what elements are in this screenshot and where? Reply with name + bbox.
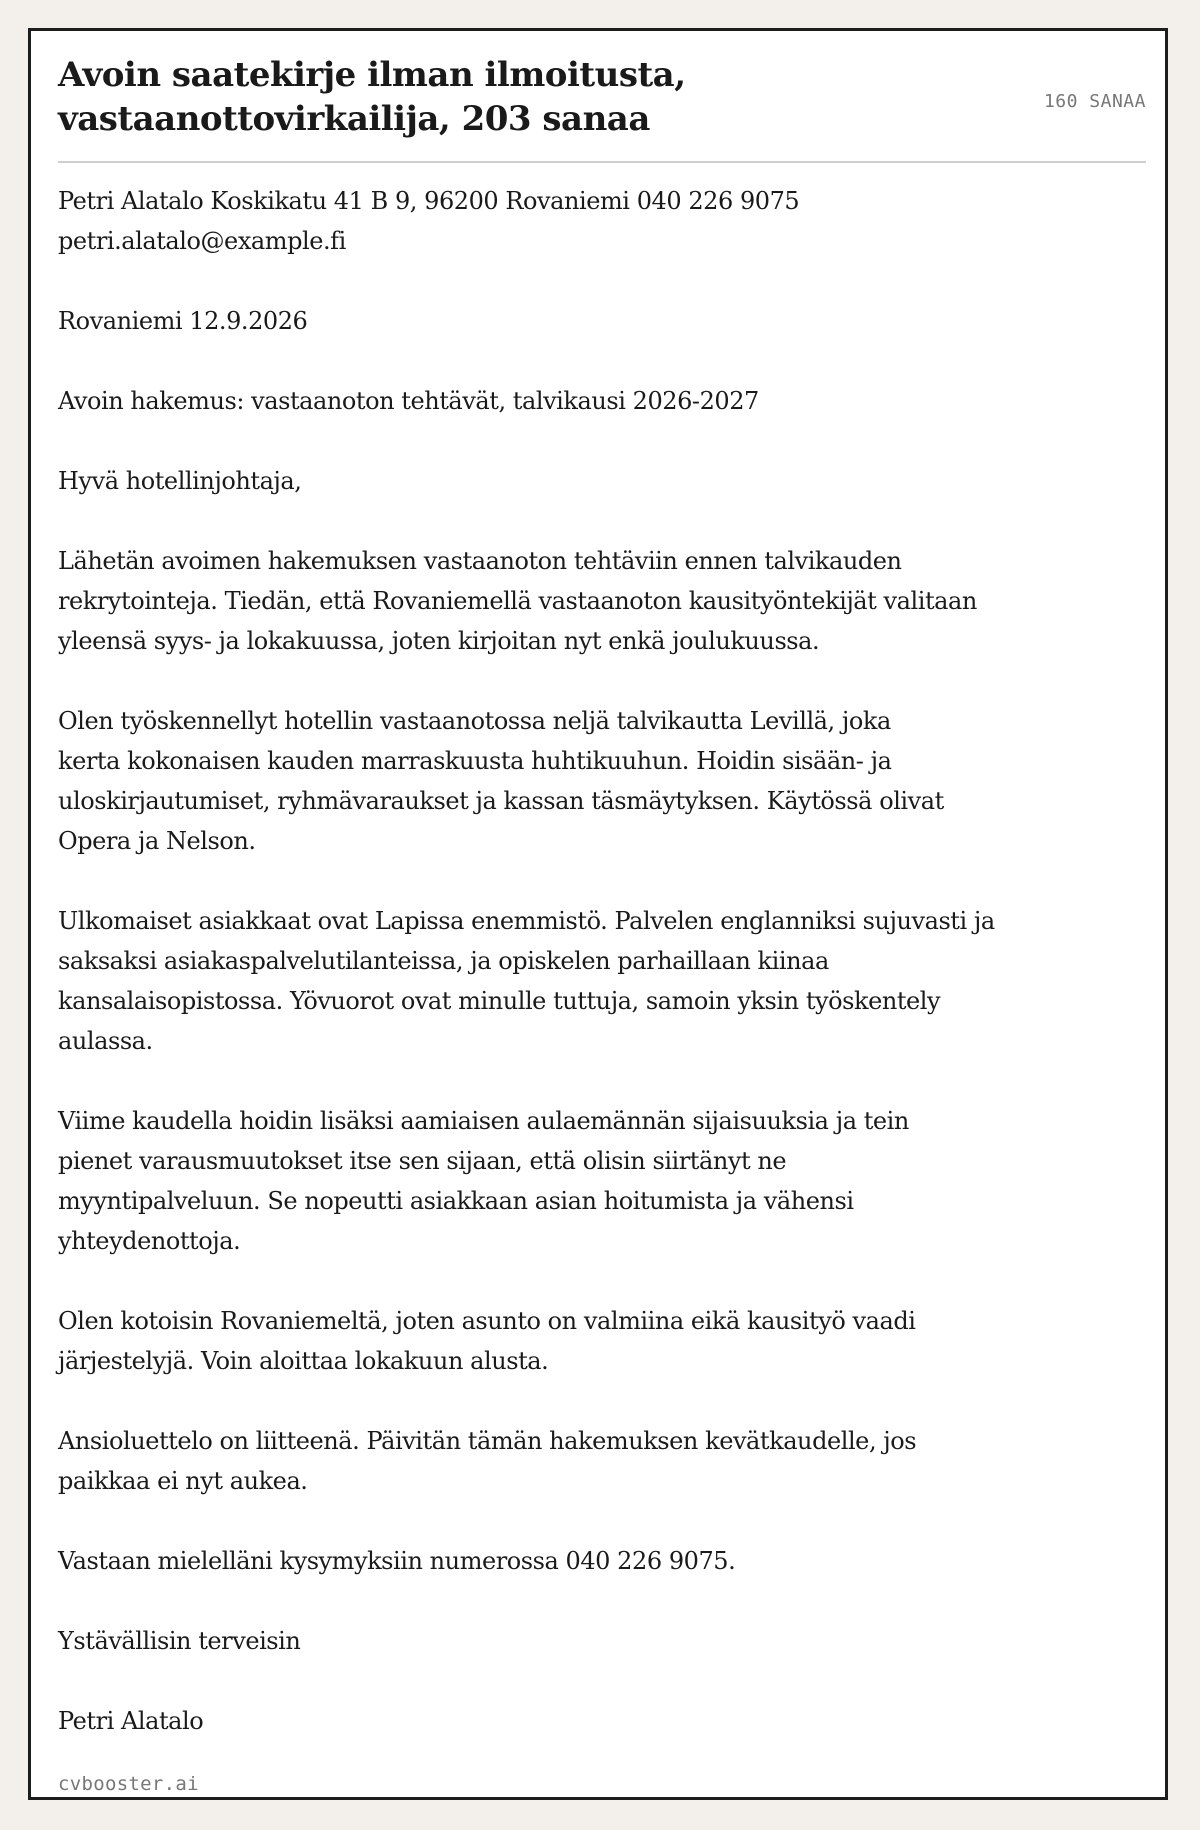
header-divider [58,161,1146,163]
brand-footer: cvbooster.ai [58,1773,199,1795]
letter-subject: Avoin hakemus: vastaanoton tehtävät, talvikausi 2026-2027 [58,387,759,415]
signature: Petri Alatalo [58,1707,204,1735]
greeting: Hyvä hotellinjohtaja, [58,467,302,495]
sender-info: Petri Alatalo Koskikatu 41 B 9, 96200 Rovaniemi 040 226 9075 petri.alatalo@example.fi [58,187,800,255]
paragraph: Ulkomaiset asiakkaat ovat Lapissa enemmistö. Palvelen englanniksi sujuvasti ja saksaksi asiakaspalvelutilanteissa, ja opiskelen parhaillaan kiinaa kansalaisopistossa. Yövuorot ovat minulle tuttuja, samoin yksin työskentely aulassa. [58,907,995,1055]
document-title: Avoin saatekirje ilman ilmoitusta, vastaanottovirkailija, 203 sanaa [58,55,686,139]
document-header [58,53,1146,141]
paragraph: Olen työskennellyt hotellin vastaanotossa neljä talvikautta Levillä, joka kerta kokonaisen kauden marraskuusta huhtikuuhun. Hoidin sisään- ja uloskirjautumiset, ryhmävaraukset ja kassan täsmäytyksen. Käytössä olivat Opera ja Nelson. [58,707,944,855]
cover-letter-card [28,28,1168,1800]
paragraph: Olen kotoisin Rovaniemeltä, joten asunto on valmiina eikä kausityö vaadi järjestelyjä. Voin aloittaa lokakuun alusta. [58,1307,916,1375]
paragraph: Ansioluettelo on liitteenä. Päivitän tämän hakemuksen kevätkaudelle, jos paikkaa ei nyt aukea. [58,1427,917,1495]
closing: Ystävällisin terveisin [58,1627,301,1655]
paragraph: Vastaan mielelläni kysymyksiin numerossa 040 226 9075. [58,1547,736,1575]
letter-body [58,181,1058,1741]
place-date: Rovaniemi 12.9.2026 [58,307,308,335]
paragraph: Viime kaudella hoidin lisäksi aamiaisen aulaemännän sijaisuuksia ja tein pienet varausmuutokset itse sen sijaan, että olisin siirtänyt ne myyntipalveluun. Se nopeutti asiakkaan asian hoitumista ja vähensi yhteydenottoja. [58,1107,909,1255]
word-count-label: 160 SANAA [1043,91,1146,112]
paragraph: Lähetän avoimen hakemuksen vastaanoton tehtäviin ennen talvikauden rekrytointeja. Tiedän, että Rovaniemellä vastaanoton kausityöntekijät valitaan yleensä syys- ja lokakuussa, joten kirjoitan nyt enkä joulukuussa. [58,547,977,655]
